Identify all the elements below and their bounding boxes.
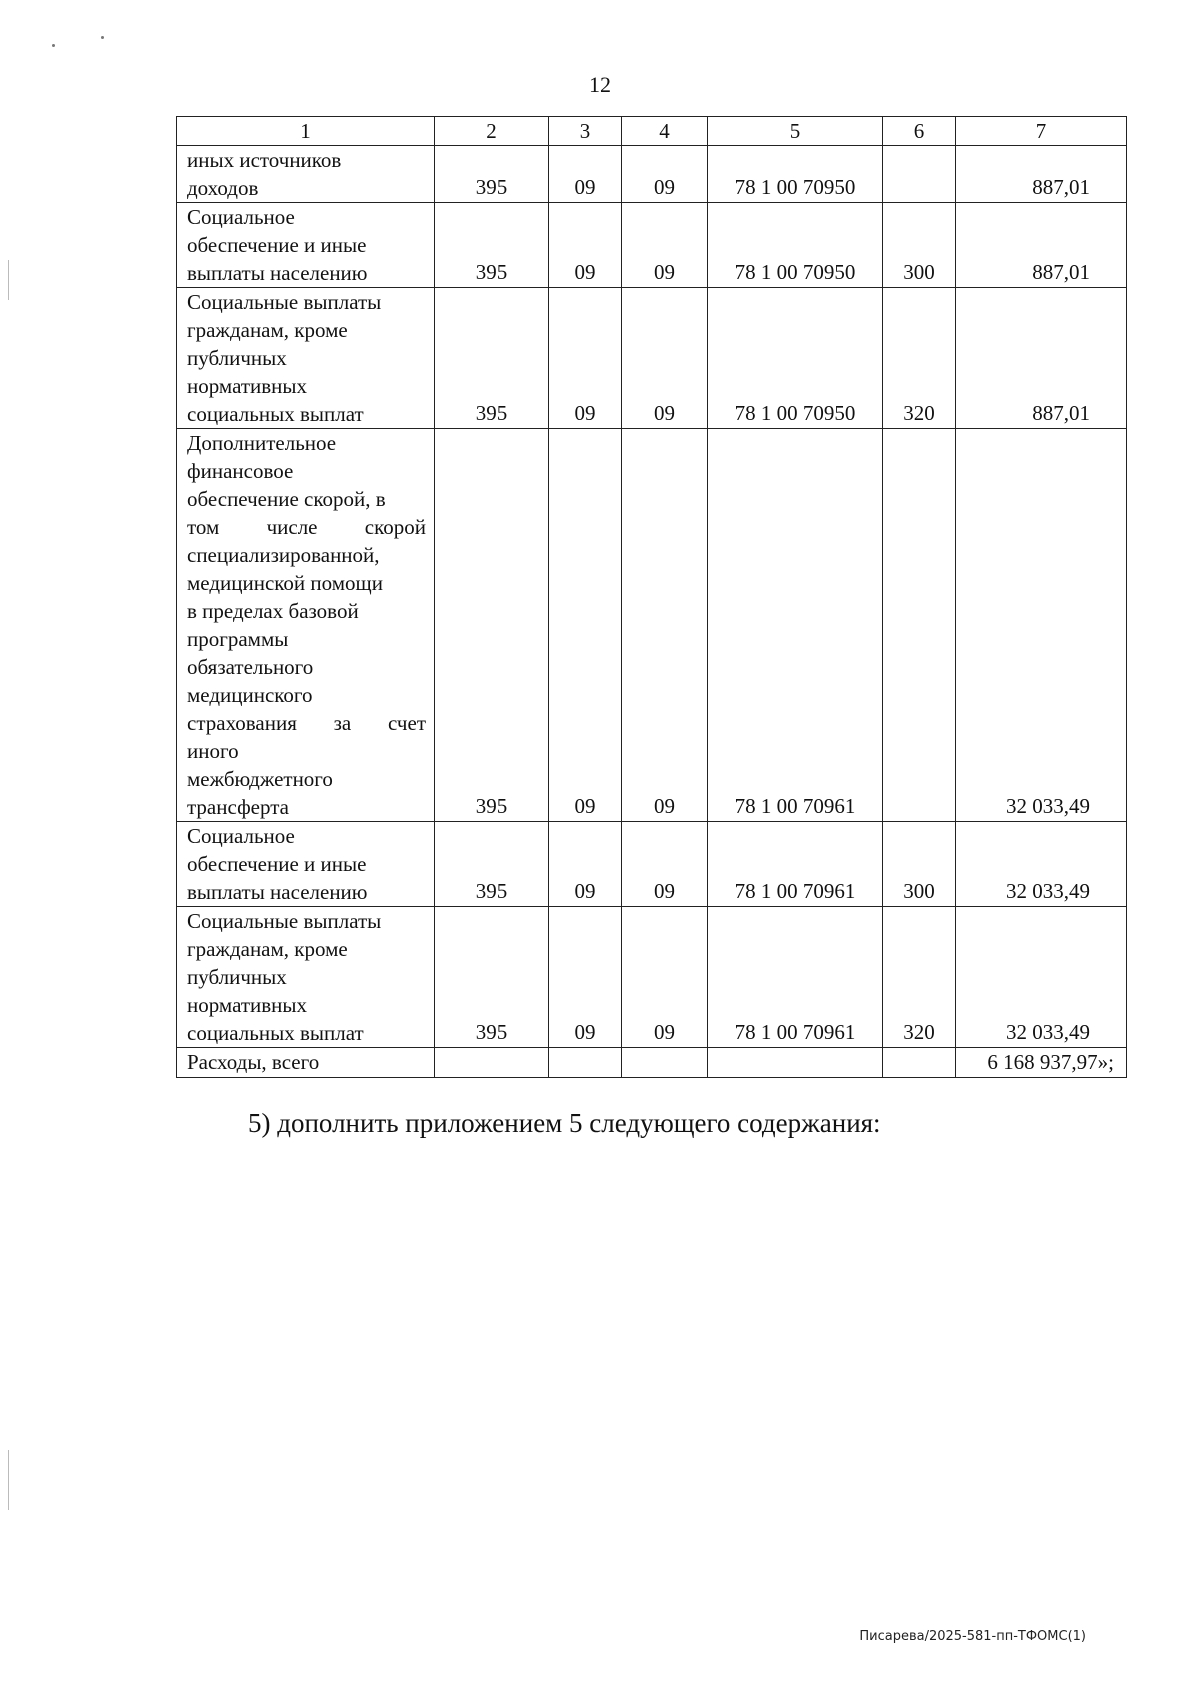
empty-cell [708, 1048, 883, 1078]
target-item-cell: 78 1 00 70961 [708, 429, 883, 822]
item-name-line: публичных [187, 965, 287, 989]
item-name-line: Дополнительное [187, 431, 337, 455]
empty-cell [883, 1048, 956, 1078]
target-item-cell: 78 1 00 70950 [708, 146, 883, 203]
item-name-line: выплаты населению [187, 261, 368, 285]
column-header: 6 [883, 117, 956, 146]
column-header: 7 [956, 117, 1127, 146]
item-name-cell [177, 429, 435, 822]
table-row [177, 822, 1127, 907]
section-cell: 09 [549, 146, 622, 203]
expense-type-cell [883, 146, 956, 203]
total-label: Расходы, всего [177, 1048, 435, 1078]
item-name-cell [177, 907, 435, 1048]
column-header: 5 [708, 117, 883, 146]
item-name-line: обеспечение скорой, в [187, 487, 386, 511]
section-cell: 09 [549, 203, 622, 288]
column-header: 4 [622, 117, 708, 146]
empty-cell [549, 1048, 622, 1078]
item-name-line: в пределах базовой [187, 599, 359, 623]
table-row [177, 288, 1127, 429]
admin-code-cell: 395 [435, 288, 549, 429]
item-name-line: нормативных [187, 374, 308, 398]
amount-cell: 887,01 [956, 146, 1127, 203]
section-cell: 09 [549, 822, 622, 907]
admin-code-cell: 395 [435, 146, 549, 203]
item-name-line: выплаты населению [187, 880, 368, 904]
item-name-cell [177, 203, 435, 288]
item-name-cell [177, 822, 435, 907]
item-name-line: Социальное [187, 205, 295, 229]
amount-cell: 32 033,49 [956, 429, 1127, 822]
item-name-line: медицинской помощи [187, 571, 383, 595]
scan-artifact-dot [52, 44, 55, 47]
item-name-line: медицинского [187, 683, 313, 707]
admin-code-cell: 395 [435, 822, 549, 907]
amount-cell: 887,01 [956, 203, 1127, 288]
column-header: 3 [549, 117, 622, 146]
item-name-line: Социальные выплаты [187, 909, 382, 933]
item-name-line: социальных выплат [187, 1021, 364, 1045]
section-cell: 09 [549, 288, 622, 429]
scan-artifact-line [8, 1450, 9, 1510]
item-name-line: трансферта [187, 795, 289, 819]
section-cell: 09 [549, 907, 622, 1048]
amount-cell: 32 033,49 [956, 822, 1127, 907]
item-name-line: доходов [187, 176, 259, 200]
target-item-cell: 78 1 00 70961 [708, 907, 883, 1048]
item-name-line: том числе скорой [187, 515, 426, 539]
target-item-cell: 78 1 00 70950 [708, 288, 883, 429]
item-name-line: обеспечение и иные [187, 852, 367, 876]
subsection-cell: 09 [622, 203, 708, 288]
section-cell: 09 [549, 429, 622, 822]
admin-code-cell: 395 [435, 907, 549, 1048]
expense-type-cell: 320 [883, 288, 956, 429]
item-name-line: Социальное [187, 824, 295, 848]
target-item-cell: 78 1 00 70950 [708, 203, 883, 288]
expense-type-cell [883, 429, 956, 822]
item-name-line: нормативных [187, 993, 308, 1017]
empty-cell [622, 1048, 708, 1078]
subsection-cell: 09 [622, 429, 708, 822]
page-number: 12 [589, 72, 611, 97]
item-name-line: программы [187, 627, 289, 651]
item-name-line: страхования за счет [187, 711, 426, 735]
item-name-line: гражданам, кроме [187, 937, 348, 961]
item-name-cell [177, 146, 435, 203]
document-footer-code: Писарева/2025-581-пп-ТФОМС(1) [859, 1629, 1086, 1644]
table-row [177, 429, 1127, 822]
expense-type-cell: 300 [883, 822, 956, 907]
item-name-line: межбюджетного [187, 767, 333, 791]
item-name-line: гражданам, кроме [187, 318, 348, 342]
expense-type-cell: 320 [883, 907, 956, 1048]
scan-artifact-line [8, 260, 9, 300]
amendment-paragraph: 5) дополнить приложением 5 следующего содержания: [248, 1108, 881, 1138]
item-name-line: специализированной, [187, 543, 380, 567]
item-name-line: обязательного [187, 655, 314, 679]
item-name-line: публичных [187, 346, 287, 370]
amount-cell: 32 033,49 [956, 907, 1127, 1048]
target-item-cell: 78 1 00 70961 [708, 822, 883, 907]
empty-cell [435, 1048, 549, 1078]
admin-code-cell: 395 [435, 203, 549, 288]
subsection-cell: 09 [622, 288, 708, 429]
budget-table [176, 116, 1127, 1078]
amount-cell: 887,01 [956, 288, 1127, 429]
item-name-line: Социальные выплаты [187, 290, 382, 314]
total-amount: 6 168 937,97»; [956, 1048, 1127, 1078]
item-name-line: обеспечение и иные [187, 233, 367, 257]
table-header-row [177, 117, 1127, 146]
item-name-cell [177, 288, 435, 429]
admin-code-cell: 395 [435, 429, 549, 822]
subsection-cell: 09 [622, 146, 708, 203]
subsection-cell: 09 [622, 907, 708, 1048]
table-row [177, 203, 1127, 288]
column-header: 2 [435, 117, 549, 146]
item-name-line: социальных выплат [187, 402, 364, 426]
column-header: 1 [177, 117, 435, 146]
item-name-line: иных источников [187, 148, 342, 172]
scan-artifact-dot [101, 36, 104, 39]
table-row [177, 146, 1127, 203]
subsection-cell: 09 [622, 822, 708, 907]
expense-type-cell: 300 [883, 203, 956, 288]
table-row [177, 907, 1127, 1048]
item-name-line: иного [187, 739, 239, 763]
item-name-line: финансовое [187, 459, 294, 483]
total-row [177, 1048, 1127, 1078]
